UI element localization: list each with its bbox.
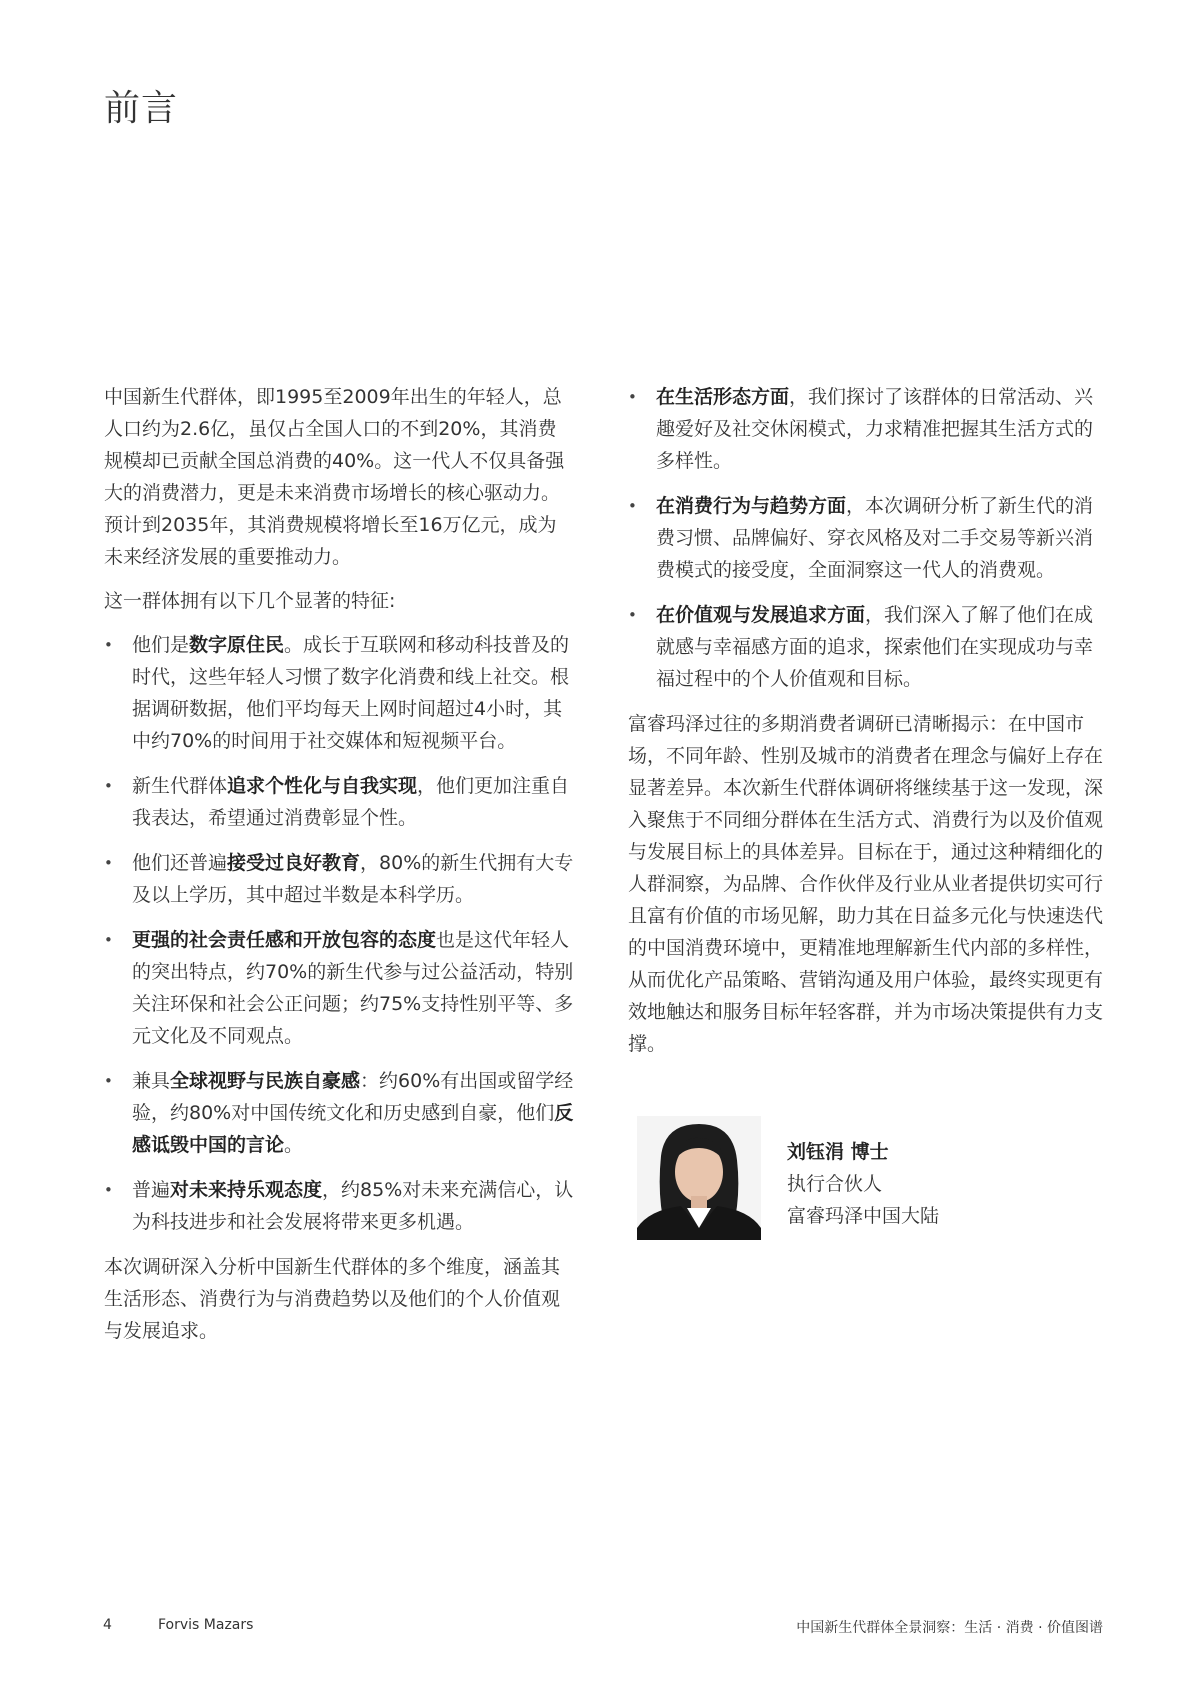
- features-intro: 这一群体拥有以下几个显著的特征:: [104, 590, 396, 612]
- list-item: • 他们还普遍接受过良好教育，80%的新生代拥有大专及以上学历，其中超过半数是本科学历。: [104, 847, 574, 911]
- dimensions-list: [628, 381, 1106, 695]
- intro-paragraph: 中国新生代群体，即1995至2009年出生的年轻人，总人口约为2.6亿，虽仅占全国人口的不到20%，其消费规模却已贡献全国总消费的40%。这一代人不仅具备强大的消费潜力，更是未来消费市场增长的核心驱动力。预计到2035年，其消费规模将增长至16万亿元，成为未来经济发展的重要推动力。: [104, 386, 565, 568]
- list-item: • 在价值观与发展追求方面，我们深入了解了他们在成就感与幸福感方面的追求，探索他们在实现成功与幸福过程中的个人价值观和目标。: [628, 599, 1106, 695]
- portrait-icon: [637, 1116, 761, 1240]
- summary-paragraph: 本次调研深入分析中国新生代群体的多个维度，涵盖其生活形态、消费行为与消费趋势以及他们的个人价值观与发展追求。: [104, 1256, 561, 1342]
- list-item: • 兼具全球视野与民族自豪感：约60%有出国或留学经验，约80%对中国传统文化和历史感到自豪，他们反感诋毁中国的言论。: [104, 1065, 574, 1161]
- features-list: [104, 629, 574, 1238]
- brand-name: Forvis Mazars: [158, 1617, 254, 1633]
- left-column: [104, 381, 574, 1359]
- research-paragraph: 富睿玛泽过往的多期消费者调研已清晰揭示：在中国市场，不同年龄、性别及城市的消费者在理念与偏好上存在显著差异。本次新生代群体调研将继续基于这一发现，深入聚焦于不同细分群体在生活方式、消费行为以及价值观与发展目标上的具体差异。目标在于，通过这种精细化的人群洞察，为品牌、合作伙伴及行业从业者提供切实可行且富有价值的市场见解，助力其在日益多元化与快速迭代的中国消费环境中，更精准地理解新生代内部的多样性，从而优化产品策略、营销沟通及用户体验，最终实现更有效地触达和服务目标年轻客群，并为市场决策提供有力支撑。: [628, 713, 1104, 1055]
- author-org: 富睿玛泽中国大陆: [787, 1205, 940, 1227]
- list-item: • 更强的社会责任感和开放包容的态度也是这代年轻人的突出特点，约70%的新生代参与过公益活动，特别关注环保和社会公正问题；约75%支持性别平等、多元文化及不同观点。: [104, 924, 574, 1052]
- author-block: [637, 1116, 1107, 1240]
- page-number: 4: [103, 1617, 112, 1633]
- page-title: 前言: [104, 88, 179, 129]
- list-item: • 普遍对未来持乐观态度，约85%对未来充满信心，认为科技进步和社会发展将带来更多机遇。: [104, 1174, 574, 1238]
- author-name: 刘钰涓 博士: [787, 1141, 889, 1163]
- list-item: • 新生代群体追求个性化与自我实现，他们更加注重自我表达，希望通过消费彰显个性。: [104, 770, 574, 834]
- list-item: • 在生活形态方面，我们探讨了该群体的日常活动、兴趣爱好及社交休闲模式，力求精准把握其生活方式的多样性。: [628, 381, 1106, 477]
- report-title: 中国新生代群体全景洞察：生活 · 消费 · 价值图谱: [796, 1620, 1103, 1636]
- author-info: [787, 1136, 939, 1232]
- right-column: [628, 381, 1106, 1072]
- list-item: • 在消费行为与趋势方面，本次调研分析了新生代的消费习惯、品牌偏好、穿衣风格及对二手交易等新兴消费模式的接受度，全面洞察这一代人的消费观。: [628, 490, 1106, 586]
- author-role: 执行合伙人: [787, 1173, 883, 1195]
- author-photo: [637, 1116, 761, 1240]
- list-item: • 他们是数字原住民。成长于互联网和移动科技普及的时代，这些年轻人习惯了数字化消费和线上社交。根据调研数据，他们平均每天上网时间超过4小时，其中约70%的时间用于社交媒体和短视频平台。: [104, 629, 574, 757]
